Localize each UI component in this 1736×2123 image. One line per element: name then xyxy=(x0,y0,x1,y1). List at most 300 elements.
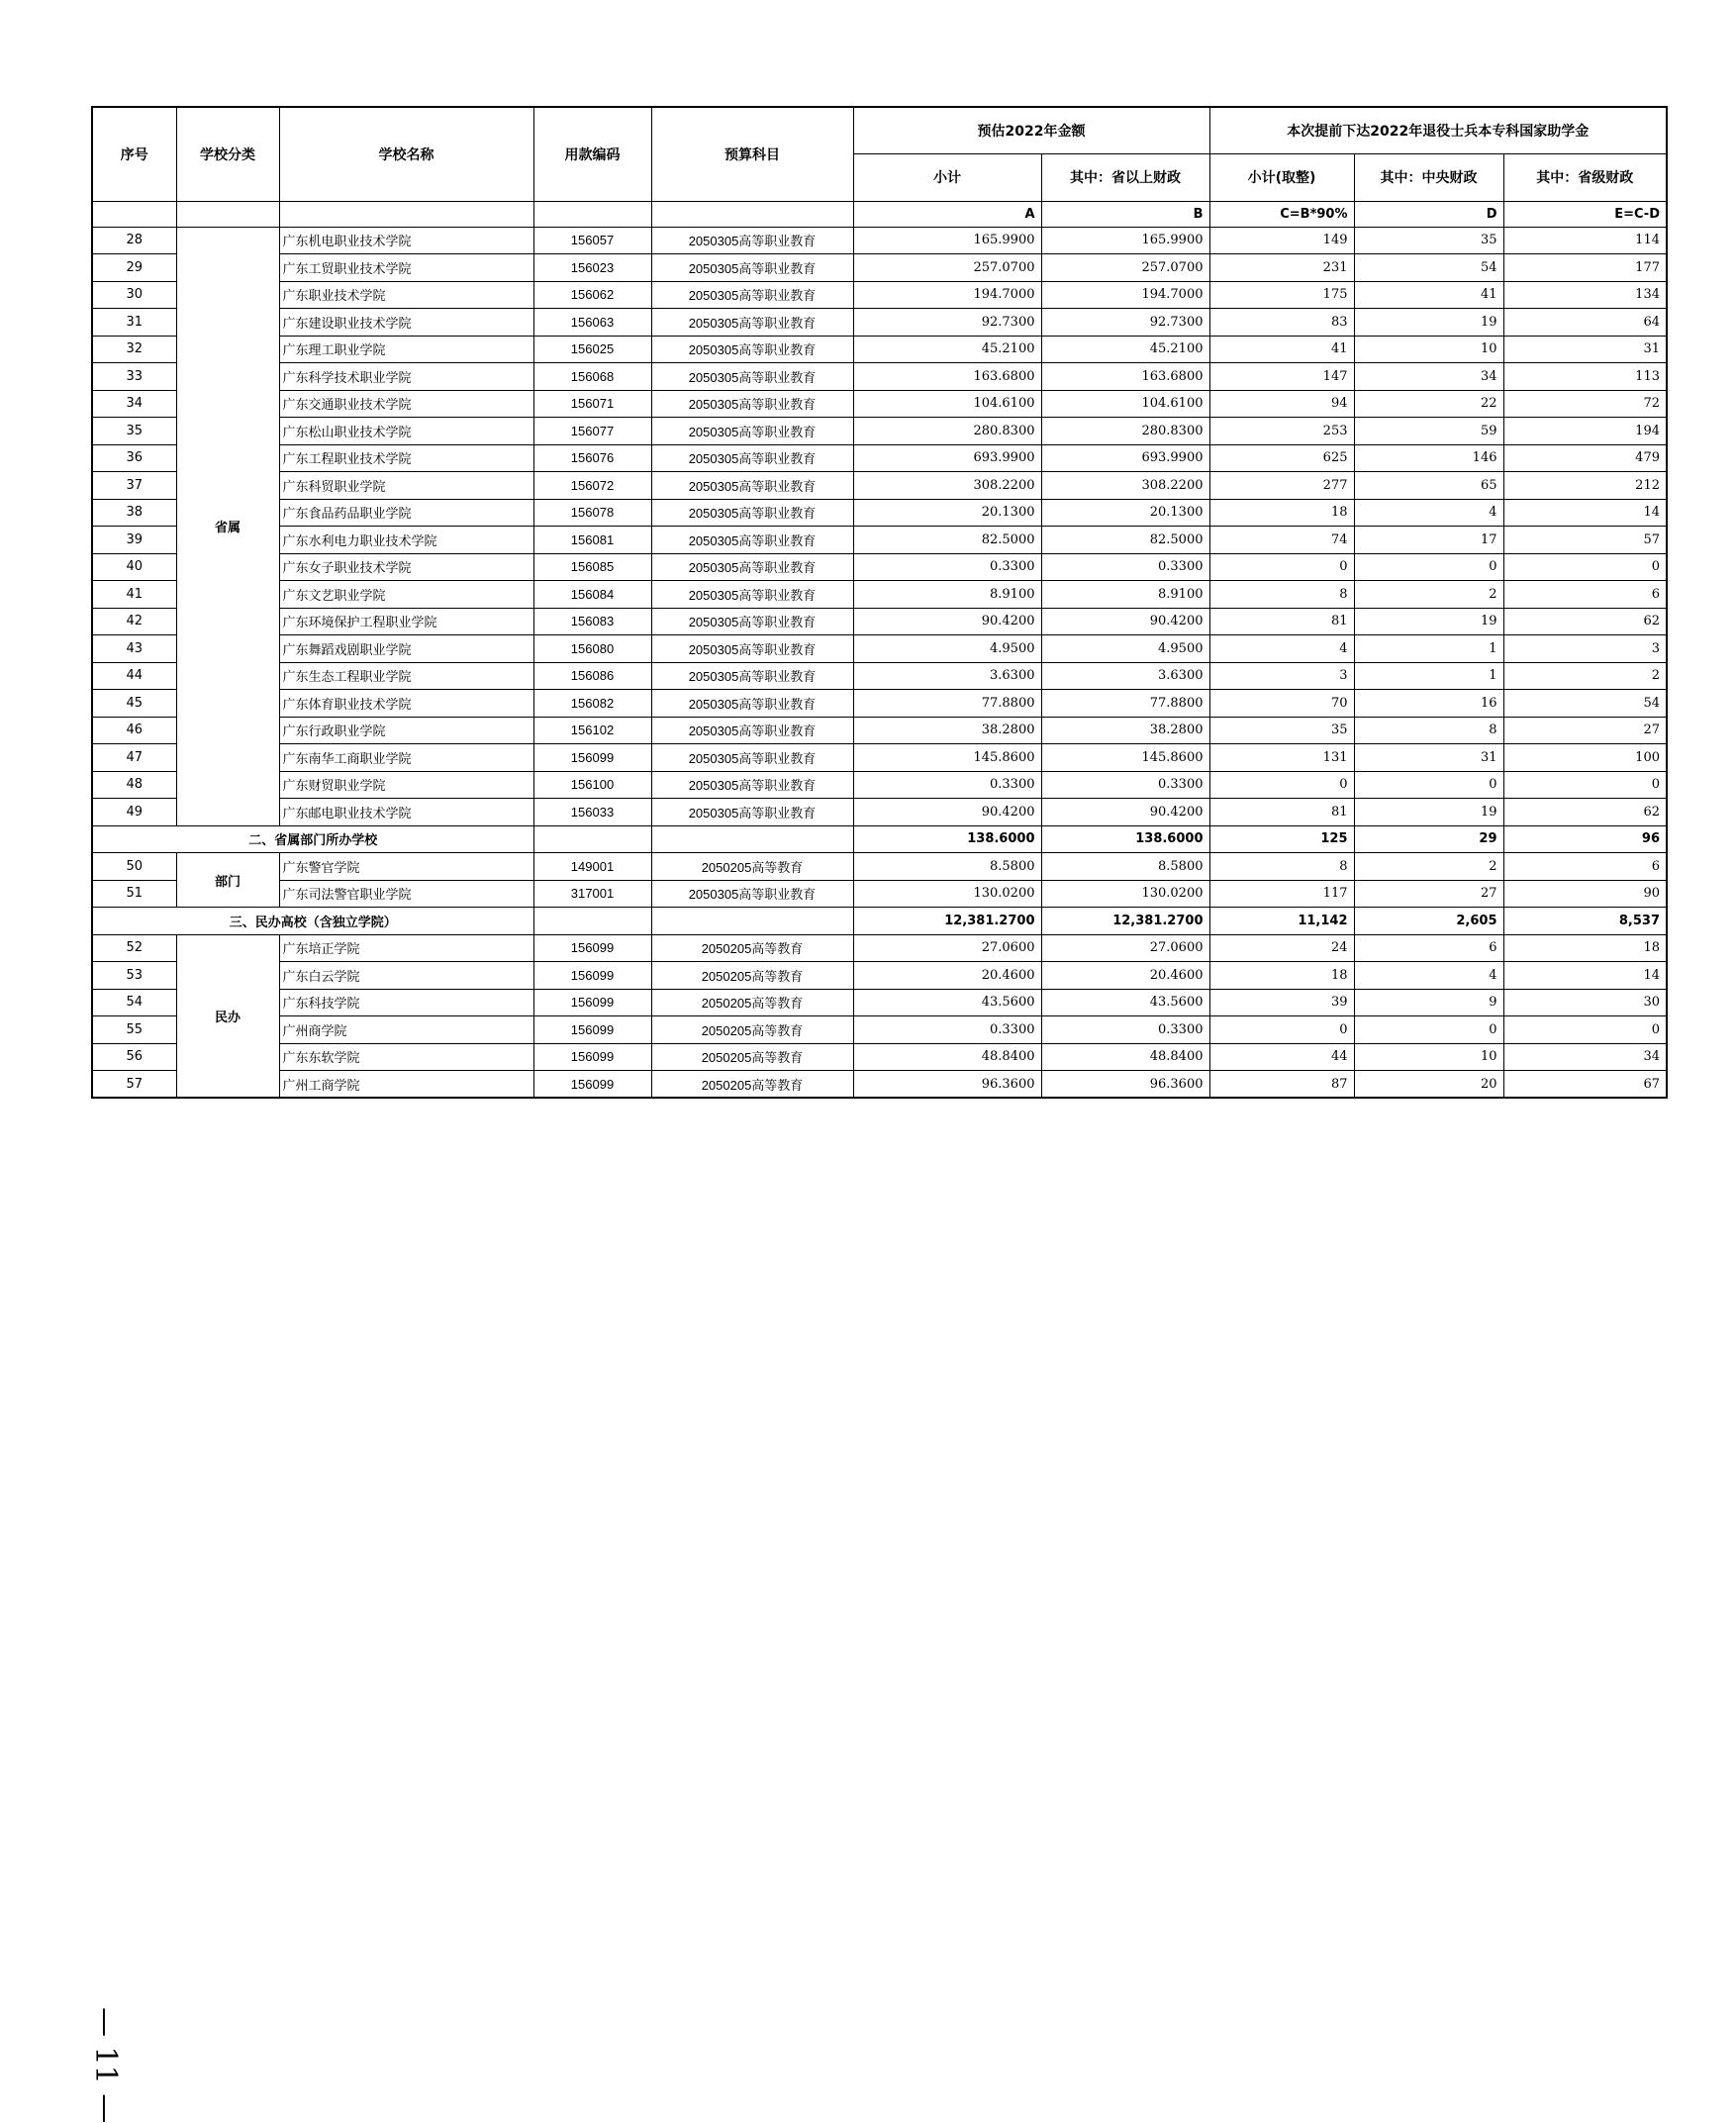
payment-code: 156083 xyxy=(533,608,651,635)
budget-subject: 2050305高等职业教育 xyxy=(651,390,853,418)
section-code-blank xyxy=(533,825,651,853)
row-seq: 29 xyxy=(92,254,176,282)
letter-c: C=B*90% xyxy=(1209,201,1354,227)
est-provincial: 96.3600 xyxy=(1041,1071,1209,1099)
alloc-provincial: 64 xyxy=(1503,309,1667,337)
payment-code: 156076 xyxy=(533,444,651,472)
section-alloc-provincial: 96 xyxy=(1503,825,1667,853)
row-seq: 48 xyxy=(92,771,176,799)
header-seq: 序号 xyxy=(92,107,176,201)
category-cell: 部门 xyxy=(176,853,279,908)
budget-subject: 2050205高等教育 xyxy=(651,1071,853,1099)
est-provincial: 20.4600 xyxy=(1041,962,1209,990)
alloc-central: 54 xyxy=(1354,254,1503,282)
table-row xyxy=(92,472,1667,500)
table-row xyxy=(92,989,1667,1016)
table-row xyxy=(92,581,1667,609)
payment-code: 156063 xyxy=(533,309,651,337)
est-provincial: 20.1300 xyxy=(1041,499,1209,527)
est-provincial: 163.6800 xyxy=(1041,363,1209,391)
header-alloc-provincial: 其中：省级财政 xyxy=(1503,153,1667,201)
alloc-subtotal: 83 xyxy=(1209,309,1354,337)
row-seq: 47 xyxy=(92,744,176,772)
budget-subject: 2050305高等职业教育 xyxy=(651,363,853,391)
row-seq: 51 xyxy=(92,880,176,908)
table-row xyxy=(92,608,1667,635)
est-provincial: 77.8800 xyxy=(1041,690,1209,718)
est-provincial: 3.6300 xyxy=(1041,662,1209,690)
payment-code: 156080 xyxy=(533,635,651,663)
budget-subject: 2050305高等职业教育 xyxy=(651,581,853,609)
est-subtotal: 104.6100 xyxy=(853,390,1041,418)
est-subtotal: 48.8400 xyxy=(853,1043,1041,1071)
row-seq: 44 xyxy=(92,662,176,690)
table-row xyxy=(92,1071,1667,1099)
school-name: 广东司法警官职业学院 xyxy=(279,880,533,908)
est-provincial: 82.5000 xyxy=(1041,527,1209,554)
budget-subject: 2050305高等职业教育 xyxy=(651,880,853,908)
est-subtotal: 77.8800 xyxy=(853,690,1041,718)
alloc-subtotal: 74 xyxy=(1209,527,1354,554)
letter-b: B xyxy=(1041,201,1209,227)
est-subtotal: 90.4200 xyxy=(853,799,1041,826)
table-row xyxy=(92,390,1667,418)
est-provincial: 130.0200 xyxy=(1041,880,1209,908)
section-subtotal-row xyxy=(92,908,1667,935)
est-provincial: 0.3300 xyxy=(1041,1016,1209,1044)
section-label: 三、民办高校（含独立学院） xyxy=(92,908,533,935)
table-row xyxy=(92,527,1667,554)
alloc-provincial: 90 xyxy=(1503,880,1667,908)
alloc-provincial: 18 xyxy=(1503,934,1667,962)
alloc-provincial: 34 xyxy=(1503,1043,1667,1071)
est-provincial: 43.5600 xyxy=(1041,989,1209,1016)
budget-subject: 2050305高等职业教育 xyxy=(651,799,853,826)
alloc-subtotal: 8 xyxy=(1209,853,1354,881)
est-subtotal: 38.2800 xyxy=(853,717,1041,744)
budget-subject: 2050305高等职业教育 xyxy=(651,744,853,772)
header-alloc-subtotal: 小计(取整) xyxy=(1209,153,1354,201)
alloc-central: 2 xyxy=(1354,581,1503,609)
est-provincial: 257.0700 xyxy=(1041,254,1209,282)
school-name: 广东食品药品职业学院 xyxy=(279,499,533,527)
payment-code: 156077 xyxy=(533,418,651,445)
budget-subject: 2050305高等职业教育 xyxy=(651,227,853,254)
row-seq: 34 xyxy=(92,390,176,418)
alloc-central: 22 xyxy=(1354,390,1503,418)
alloc-subtotal: 175 xyxy=(1209,281,1354,309)
payment-code: 156086 xyxy=(533,662,651,690)
est-subtotal: 45.2100 xyxy=(853,336,1041,363)
alloc-subtotal: 94 xyxy=(1209,390,1354,418)
alloc-central: 19 xyxy=(1354,608,1503,635)
alloc-subtotal: 131 xyxy=(1209,744,1354,772)
alloc-provincial: 30 xyxy=(1503,989,1667,1016)
est-provincial: 8.5800 xyxy=(1041,853,1209,881)
alloc-subtotal: 149 xyxy=(1209,227,1354,254)
alloc-subtotal: 87 xyxy=(1209,1071,1354,1099)
alloc-subtotal: 41 xyxy=(1209,336,1354,363)
school-name: 广东职业技术学院 xyxy=(279,281,533,309)
header-category: 学校分类 xyxy=(176,107,279,201)
header-est-subtotal: 小计 xyxy=(853,153,1041,201)
payment-code: 156100 xyxy=(533,771,651,799)
school-name: 广东建设职业技术学院 xyxy=(279,309,533,337)
table-row xyxy=(92,227,1667,254)
alloc-central: 17 xyxy=(1354,527,1503,554)
header-code: 用款编码 xyxy=(533,107,651,201)
table-row xyxy=(92,363,1667,391)
budget-subject: 2050305高等职业教育 xyxy=(651,553,853,581)
budget-subject: 2050305高等职业教育 xyxy=(651,472,853,500)
alloc-provincial: 62 xyxy=(1503,799,1667,826)
school-name: 广东松山职业技术学院 xyxy=(279,418,533,445)
alloc-provincial: 6 xyxy=(1503,581,1667,609)
alloc-subtotal: 18 xyxy=(1209,499,1354,527)
alloc-central: 59 xyxy=(1354,418,1503,445)
alloc-subtotal: 0 xyxy=(1209,1016,1354,1044)
alloc-provincial: 27 xyxy=(1503,717,1667,744)
alloc-provincial: 62 xyxy=(1503,608,1667,635)
est-provincial: 104.6100 xyxy=(1041,390,1209,418)
table-row xyxy=(92,418,1667,445)
alloc-central: 19 xyxy=(1354,309,1503,337)
row-seq: 41 xyxy=(92,581,176,609)
alloc-provincial: 14 xyxy=(1503,499,1667,527)
section-subtotal-row xyxy=(92,825,1667,853)
table-row xyxy=(92,771,1667,799)
payment-code: 156068 xyxy=(533,363,651,391)
est-subtotal: 4.9500 xyxy=(853,635,1041,663)
est-subtotal: 280.8300 xyxy=(853,418,1041,445)
est-provincial: 4.9500 xyxy=(1041,635,1209,663)
table-row xyxy=(92,444,1667,472)
school-name: 广东科贸职业学院 xyxy=(279,472,533,500)
section-alloc-provincial: 8,537 xyxy=(1503,908,1667,935)
alloc-central: 27 xyxy=(1354,880,1503,908)
school-name: 广东水利电力职业技术学院 xyxy=(279,527,533,554)
school-name: 广东女子职业技术学院 xyxy=(279,553,533,581)
payment-code: 156081 xyxy=(533,527,651,554)
alloc-central: 2 xyxy=(1354,853,1503,881)
budget-subject: 2050305高等职业教育 xyxy=(651,717,853,744)
alloc-provincial: 194 xyxy=(1503,418,1667,445)
alloc-provincial: 3 xyxy=(1503,635,1667,663)
header-estimate-group: 预估2022年金额 xyxy=(853,107,1209,153)
row-seq: 32 xyxy=(92,336,176,363)
payment-code: 156099 xyxy=(533,1071,651,1099)
row-seq: 56 xyxy=(92,1043,176,1071)
letter-blank xyxy=(92,201,176,227)
est-subtotal: 92.7300 xyxy=(853,309,1041,337)
row-seq: 52 xyxy=(92,934,176,962)
alloc-provincial: 72 xyxy=(1503,390,1667,418)
alloc-provincial: 177 xyxy=(1503,254,1667,282)
school-name: 广东科技学院 xyxy=(279,989,533,1016)
est-provincial: 45.2100 xyxy=(1041,336,1209,363)
alloc-central: 4 xyxy=(1354,962,1503,990)
table-body xyxy=(92,227,1667,1098)
est-subtotal: 27.0600 xyxy=(853,934,1041,962)
row-seq: 35 xyxy=(92,418,176,445)
payment-code: 156025 xyxy=(533,336,651,363)
school-name: 广东工贸职业技术学院 xyxy=(279,254,533,282)
alloc-provincial: 6 xyxy=(1503,853,1667,881)
school-name: 广东培正学院 xyxy=(279,934,533,962)
table-row xyxy=(92,962,1667,990)
alloc-central: 9 xyxy=(1354,989,1503,1016)
table-row xyxy=(92,1016,1667,1044)
letter-a: A xyxy=(853,201,1041,227)
alloc-central: 16 xyxy=(1354,690,1503,718)
payment-code: 156099 xyxy=(533,1016,651,1044)
row-seq: 28 xyxy=(92,227,176,254)
est-provincial: 90.4200 xyxy=(1041,608,1209,635)
row-seq: 39 xyxy=(92,527,176,554)
alloc-provincial: 212 xyxy=(1503,472,1667,500)
budget-subject: 2050305高等职业教育 xyxy=(651,309,853,337)
payment-code: 156085 xyxy=(533,553,651,581)
section-code-blank xyxy=(533,908,651,935)
alloc-subtotal: 147 xyxy=(1209,363,1354,391)
alloc-central: 31 xyxy=(1354,744,1503,772)
est-subtotal: 308.2200 xyxy=(853,472,1041,500)
school-name: 广东体育职业技术学院 xyxy=(279,690,533,718)
table-row xyxy=(92,690,1667,718)
est-subtotal: 0.3300 xyxy=(853,553,1041,581)
letter-blank xyxy=(533,201,651,227)
payment-code: 156099 xyxy=(533,1043,651,1071)
payment-code: 149001 xyxy=(533,853,651,881)
est-provincial: 90.4200 xyxy=(1041,799,1209,826)
row-seq: 31 xyxy=(92,309,176,337)
school-name: 广东科学技术职业学院 xyxy=(279,363,533,391)
est-subtotal: 20.1300 xyxy=(853,499,1041,527)
row-seq: 42 xyxy=(92,608,176,635)
payment-code: 156099 xyxy=(533,962,651,990)
alloc-central: 65 xyxy=(1354,472,1503,500)
school-name: 广东警官学院 xyxy=(279,853,533,881)
payment-code: 156078 xyxy=(533,499,651,527)
letter-d: D xyxy=(1354,201,1503,227)
alloc-central: 0 xyxy=(1354,553,1503,581)
alloc-provincial: 2 xyxy=(1503,662,1667,690)
payment-code: 156099 xyxy=(533,934,651,962)
budget-subject: 2050205高等教育 xyxy=(651,1016,853,1044)
section-est-provincial: 12,381.2700 xyxy=(1041,908,1209,935)
table-row xyxy=(92,744,1667,772)
budget-subject: 2050305高等职业教育 xyxy=(651,527,853,554)
table-row xyxy=(92,309,1667,337)
payment-code: 156062 xyxy=(533,281,651,309)
budget-subject: 2050305高等职业教育 xyxy=(651,771,853,799)
budget-subject: 2050205高等教育 xyxy=(651,853,853,881)
alloc-provincial: 479 xyxy=(1503,444,1667,472)
est-subtotal: 3.6300 xyxy=(853,662,1041,690)
alloc-central: 20 xyxy=(1354,1071,1503,1099)
est-provincial: 280.8300 xyxy=(1041,418,1209,445)
table-row xyxy=(92,717,1667,744)
est-subtotal: 0.3300 xyxy=(853,771,1041,799)
est-subtotal: 693.9900 xyxy=(853,444,1041,472)
header-budget-subject: 预算科目 xyxy=(651,107,853,201)
budget-subject: 2050205高等教育 xyxy=(651,989,853,1016)
alloc-subtotal: 39 xyxy=(1209,989,1354,1016)
est-provincial: 0.3300 xyxy=(1041,771,1209,799)
alloc-subtotal: 44 xyxy=(1209,1043,1354,1071)
section-subject-blank xyxy=(651,825,853,853)
alloc-central: 1 xyxy=(1354,635,1503,663)
table-row xyxy=(92,254,1667,282)
alloc-central: 0 xyxy=(1354,1016,1503,1044)
header-alloc-central: 其中：中央财政 xyxy=(1354,153,1503,201)
alloc-provincial: 67 xyxy=(1503,1071,1667,1099)
budget-subject: 2050205高等教育 xyxy=(651,962,853,990)
table-row xyxy=(92,499,1667,527)
page-number-text: — 11 — xyxy=(88,2007,123,2123)
header-allocation-group: 本次提前下达2022年退役士兵本专科国家助学金 xyxy=(1209,107,1667,153)
row-seq: 50 xyxy=(92,853,176,881)
payment-code: 156023 xyxy=(533,254,651,282)
budget-subject: 2050305高等职业教育 xyxy=(651,254,853,282)
est-subtotal: 8.5800 xyxy=(853,853,1041,881)
budget-subject: 2050205高等教育 xyxy=(651,1043,853,1071)
row-seq: 45 xyxy=(92,690,176,718)
table-row xyxy=(92,934,1667,962)
alloc-provincial: 0 xyxy=(1503,553,1667,581)
alloc-central: 35 xyxy=(1354,227,1503,254)
section-est-provincial: 138.6000 xyxy=(1041,825,1209,853)
est-subtotal: 194.7000 xyxy=(853,281,1041,309)
est-provincial: 0.3300 xyxy=(1041,553,1209,581)
alloc-provincial: 100 xyxy=(1503,744,1667,772)
est-provincial: 48.8400 xyxy=(1041,1043,1209,1071)
row-seq: 40 xyxy=(92,553,176,581)
school-name: 广东财贸职业学院 xyxy=(279,771,533,799)
section-alloc-central: 29 xyxy=(1354,825,1503,853)
alloc-central: 4 xyxy=(1354,499,1503,527)
alloc-subtotal: 253 xyxy=(1209,418,1354,445)
budget-subject: 2050305高等职业教育 xyxy=(651,690,853,718)
est-provincial: 27.0600 xyxy=(1041,934,1209,962)
row-seq: 53 xyxy=(92,962,176,990)
est-provincial: 8.9100 xyxy=(1041,581,1209,609)
alloc-subtotal: 81 xyxy=(1209,608,1354,635)
est-subtotal: 257.0700 xyxy=(853,254,1041,282)
alloc-central: 146 xyxy=(1354,444,1503,472)
school-name: 广东交通职业技术学院 xyxy=(279,390,533,418)
budget-subject: 2050205高等教育 xyxy=(651,934,853,962)
payment-code: 156082 xyxy=(533,690,651,718)
budget-subject: 2050305高等职业教育 xyxy=(651,635,853,663)
est-subtotal: 163.6800 xyxy=(853,363,1041,391)
table-row xyxy=(92,635,1667,663)
alloc-subtotal: 18 xyxy=(1209,962,1354,990)
school-name: 广东机电职业技术学院 xyxy=(279,227,533,254)
table-row xyxy=(92,853,1667,881)
header-est-provincial: 其中：省以上财政 xyxy=(1041,153,1209,201)
alloc-provincial: 0 xyxy=(1503,1016,1667,1044)
budget-subject: 2050305高等职业教育 xyxy=(651,608,853,635)
allocation-table xyxy=(91,106,1668,1099)
est-subtotal: 82.5000 xyxy=(853,527,1041,554)
table-row xyxy=(92,799,1667,826)
section-alloc-subtotal: 125 xyxy=(1209,825,1354,853)
est-subtotal: 0.3300 xyxy=(853,1016,1041,1044)
alloc-subtotal: 70 xyxy=(1209,690,1354,718)
budget-subject: 2050305高等职业教育 xyxy=(651,499,853,527)
alloc-central: 10 xyxy=(1354,1043,1503,1071)
est-subtotal: 43.5600 xyxy=(853,989,1041,1016)
est-provincial: 693.9900 xyxy=(1041,444,1209,472)
section-label: 二、省属部门所办学校 xyxy=(92,825,533,853)
payment-code: 156084 xyxy=(533,581,651,609)
table-row xyxy=(92,880,1667,908)
row-seq: 38 xyxy=(92,499,176,527)
school-name: 广东环境保护工程职业学院 xyxy=(279,608,533,635)
alloc-provincial: 113 xyxy=(1503,363,1667,391)
alloc-central: 0 xyxy=(1354,771,1503,799)
payment-code: 156033 xyxy=(533,799,651,826)
est-provincial: 194.7000 xyxy=(1041,281,1209,309)
alloc-subtotal: 277 xyxy=(1209,472,1354,500)
alloc-provincial: 57 xyxy=(1503,527,1667,554)
est-subtotal: 8.9100 xyxy=(853,581,1041,609)
est-provincial: 165.9900 xyxy=(1041,227,1209,254)
alloc-central: 19 xyxy=(1354,799,1503,826)
school-name: 广东工程职业技术学院 xyxy=(279,444,533,472)
school-name: 广东邮电职业技术学院 xyxy=(279,799,533,826)
payment-code: 156099 xyxy=(533,989,651,1016)
alloc-provincial: 0 xyxy=(1503,771,1667,799)
alloc-subtotal: 81 xyxy=(1209,799,1354,826)
budget-subject: 2050305高等职业教育 xyxy=(651,336,853,363)
school-name: 广东东软学院 xyxy=(279,1043,533,1071)
alloc-central: 1 xyxy=(1354,662,1503,690)
est-subtotal: 20.4600 xyxy=(853,962,1041,990)
row-seq: 36 xyxy=(92,444,176,472)
section-subject-blank xyxy=(651,908,853,935)
est-subtotal: 130.0200 xyxy=(853,880,1041,908)
budget-subject: 2050305高等职业教育 xyxy=(651,418,853,445)
alloc-central: 8 xyxy=(1354,717,1503,744)
row-seq: 37 xyxy=(92,472,176,500)
alloc-subtotal: 35 xyxy=(1209,717,1354,744)
row-seq: 43 xyxy=(92,635,176,663)
letter-blank xyxy=(176,201,279,227)
school-name: 广东行政职业学院 xyxy=(279,717,533,744)
alloc-subtotal: 24 xyxy=(1209,934,1354,962)
row-seq: 30 xyxy=(92,281,176,309)
row-seq: 46 xyxy=(92,717,176,744)
letter-e: E=C-D xyxy=(1503,201,1667,227)
category-cell: 民办 xyxy=(176,934,279,1098)
table-row xyxy=(92,553,1667,581)
payment-code: 156099 xyxy=(533,744,651,772)
est-subtotal: 90.4200 xyxy=(853,608,1041,635)
alloc-subtotal: 231 xyxy=(1209,254,1354,282)
school-name: 广东白云学院 xyxy=(279,962,533,990)
row-seq: 55 xyxy=(92,1016,176,1044)
est-provincial: 145.8600 xyxy=(1041,744,1209,772)
section-alloc-subtotal: 11,142 xyxy=(1209,908,1354,935)
row-seq: 54 xyxy=(92,989,176,1016)
school-name: 广东理工职业学院 xyxy=(279,336,533,363)
est-provincial: 38.2800 xyxy=(1041,717,1209,744)
row-seq: 57 xyxy=(92,1071,176,1099)
alloc-provincial: 14 xyxy=(1503,962,1667,990)
payment-code: 156057 xyxy=(533,227,651,254)
